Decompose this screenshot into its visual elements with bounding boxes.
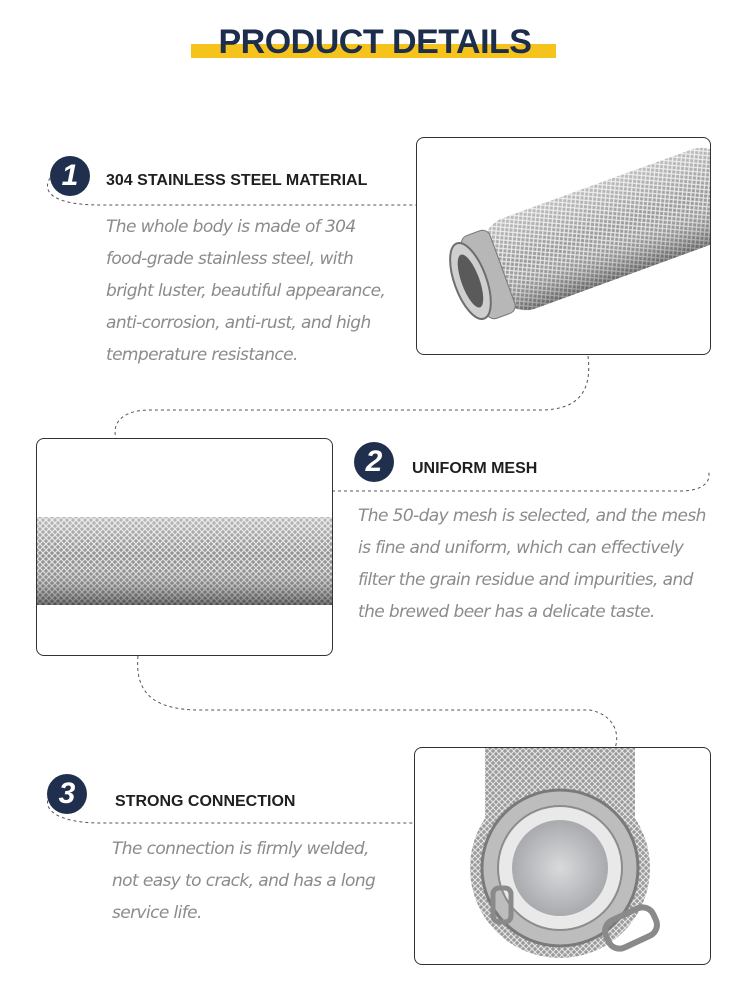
mesh-tube-end-image [417, 138, 710, 354]
feature-3-description: The connection is firmly welded, not easy to crack, and has a long service life. [112, 839, 376, 923]
feature-2-number-badge: 2 [354, 442, 394, 482]
page-title: PRODUCT DETAILS [218, 23, 532, 61]
feature-2-title: UNIFORM MESH [412, 460, 538, 477]
feature-3-photo [414, 747, 711, 965]
feature-1-photo [416, 137, 711, 355]
feature-1-description: The whole body is made of 304 food-grade stainless steel, with bright luster, beautiful appearance, anti-corrosion, anti-rust, and high temperature resistance. [106, 217, 386, 365]
feature-1-number-badge: 1 [50, 156, 90, 196]
mesh-tube-connector-image [415, 748, 710, 964]
feature-3-number-badge: 3 [47, 774, 87, 814]
feature-1-title: 304 STAINLESS STEEL MATERIAL [106, 172, 368, 189]
feature-3-title: STRONG CONNECTION [115, 793, 296, 810]
mesh-tube-side-image [37, 439, 332, 655]
feature-2-description: The 50-day mesh is selected, and the mesh is fine and uniform, which can effectively filter the grain residue and impurities, and the brewed beer has a delicate taste. [358, 506, 706, 622]
feature-2-photo [36, 438, 333, 656]
